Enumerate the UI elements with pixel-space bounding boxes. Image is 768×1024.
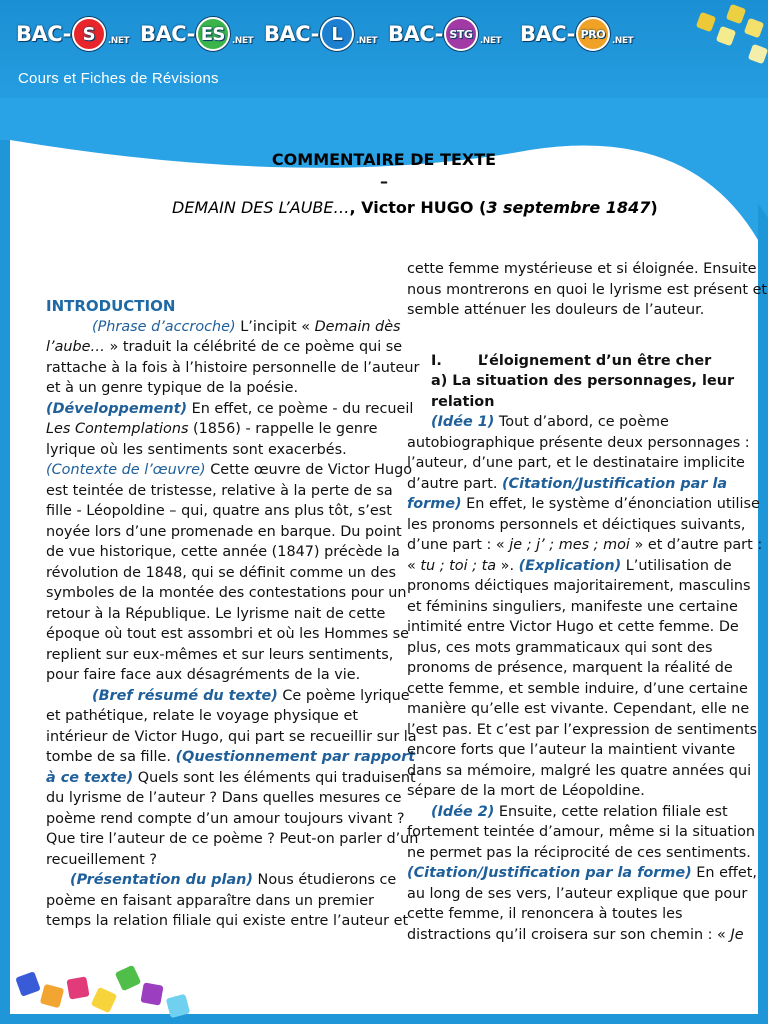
- square-icon: [744, 18, 765, 39]
- document-title: COMMENTAIRE DE TEXTE: [271, 150, 497, 169]
- logo-suffix: .NET: [231, 36, 254, 46]
- block-icon: [140, 982, 163, 1005]
- section-heading: [407, 351, 768, 372]
- title-dash: –: [380, 172, 388, 191]
- intro-heading: INTRODUCTION: [46, 297, 176, 315]
- block-icon: [166, 994, 190, 1018]
- decorative-squares: [658, 0, 768, 80]
- text: Nous étudierons ce poème en faisant apparaître dans un premier temps la relation filiale qui existe entre l’auteur et: [46, 872, 409, 929]
- text: » et d’autre part : «: [407, 537, 763, 574]
- label-resume: (Bref résumé du texte): [92, 687, 278, 704]
- decorative-blocks: [10, 960, 230, 1020]
- text: En effet, le système d’énonciation utilise les pronoms personnels et déictiques suivants, d’une part : «: [407, 496, 760, 553]
- label-contexte: (Contexte de l’œuvre): [46, 462, 206, 478]
- paragraph-idee2: [407, 802, 768, 946]
- block-icon: [66, 976, 89, 999]
- square-icon: [716, 26, 737, 47]
- logo-prefix: BAC-: [140, 22, 195, 46]
- text: Ensuite, cette relation filiale est fortement teintée d’amour, même si la situation ne permet pas la réciprocité de ces sentiments.: [407, 803, 755, 861]
- text: Tout d’abord, ce poème autobiographique présente deux personnages : l’auteur, d’une part, et le destinataire implicite d’autre part.: [407, 414, 750, 492]
- logo-suffix: .NET: [107, 36, 130, 46]
- text: L’utilisation de pronoms déictiques majoritairement, masculins et féminins singuliers, manifeste une certaine intimité entre Victor Hugo et cette femme. De plus, ces mots grammaticaux qui sont des pronoms de présence, marquent la réalité de cette femme, et semble induire, d’une certaine manière qu’elle est vivante. Cependant, elle ne l’est pas. Et c’est par l’expression de sentiments encore forts que l’auteur la maintient vivante dans sa mémoire, malgré les quatre années qui sépare de la mort de Léopoldine.: [407, 557, 758, 799]
- block-icon: [115, 965, 142, 992]
- logo-prefix: BAC-: [388, 22, 443, 46]
- site-tagline: Cours et Fiches de Révisions: [18, 70, 219, 87]
- text: » traduit la célébrité de ce poème qui se rattache à la fois à l’histoire personnelle de l’auteur et à un genre typique de la poésie.: [46, 339, 420, 396]
- document-subtitle: [172, 198, 658, 217]
- quote: tu ; toi ; ta: [420, 557, 497, 574]
- quote: Je: [730, 926, 744, 943]
- text: Cette œuvre de Victor Hugo est teintée de tristesse, relative à la perte de sa fille - Léopoldine – qui, quatre ans plus tôt, s’est noyée lors d’une promenade en barque. Du point de vue historique, cette année (1847) précède la révolution de 1848, qui se définit comme un des symboles de la montée des contestations pour un retour à la République. Le lyrisme nait de cette époque où tout est assombri et où les Hommes se replient sur eux-mêmes et sur leurs sentiments, pour faire face aux désagréments de la vie.: [46, 462, 413, 683]
- subtitle-close: ): [650, 198, 658, 217]
- label-explication: (Explication): [518, 557, 622, 574]
- block-icon: [91, 987, 118, 1014]
- subsection-heading: a) La situation des personnages, leur relation: [431, 373, 735, 410]
- left-column: [46, 296, 420, 932]
- logo-suffix: .NET: [355, 36, 378, 46]
- text: (1856) - rappelle le genre lyrique où les sentiments sont exacerbés.: [46, 421, 378, 458]
- square-icon: [726, 4, 747, 25]
- square-icon: [748, 44, 768, 65]
- label-accroche: (Phrase d’accroche): [92, 318, 236, 335]
- text: Ce poème lyrique et pathétique, relate le voyage physique et intérieur de Victor Hugo, qui part se recueillir sur la tombe de sa fille.: [46, 687, 417, 765]
- block-icon: [40, 984, 64, 1008]
- section-number: I.: [431, 352, 442, 369]
- label-plan: (Présentation du plan): [70, 872, 253, 888]
- poem-title: DEMAIN DES L’AUBE…: [172, 198, 350, 217]
- logo-bac-stg[interactable]: [388, 16, 501, 52]
- text: En effet, ce poème - du recueil: [187, 400, 414, 417]
- quote: je ; j’ ; mes ; moi: [509, 537, 630, 553]
- logo-prefix: BAC-: [520, 22, 575, 46]
- poem-author: , Victor HUGO (: [349, 198, 487, 217]
- quote: Demain dès l’aube…: [46, 318, 401, 355]
- paragraph-continuation: cette femme mystérieuse et si éloignée. Ensuite nous montrerons en quoi le lyrisme est présent et semble atténuer les douleurs de l’auteur.: [407, 261, 768, 318]
- paragraph-plan: [46, 870, 420, 932]
- paragraph-contexte: [46, 460, 420, 686]
- label-idee2: (Idée 2): [431, 803, 495, 820]
- section-title: L’éloignement d’un être cher: [477, 352, 712, 369]
- text: En effet, au long de ses vers, l’auteur explique que pour cette femme, il renoncera à toutes les distractions qu’il croisera sur son chemin : «: [407, 865, 757, 943]
- logo-bac-pro[interactable]: [520, 16, 633, 52]
- paragraph-developpement: [46, 399, 420, 461]
- logo-bac-l[interactable]: [264, 16, 377, 52]
- logo-ball: S: [72, 17, 106, 51]
- text: L’incipit «: [235, 318, 315, 335]
- logo-suffix: .NET: [479, 36, 502, 46]
- paragraph-idee1: [407, 412, 768, 802]
- paragraph-accroche: [46, 317, 420, 399]
- work-title: Les Contemplations: [46, 421, 189, 437]
- logo-bac-es[interactable]: [140, 16, 253, 52]
- right-column: [407, 259, 768, 945]
- label-idee1: (Idée 1): [431, 414, 495, 430]
- block-icon: [15, 971, 41, 997]
- square-icon: [696, 12, 717, 33]
- logo-ball: STG: [444, 17, 478, 51]
- text: ».: [496, 557, 519, 574]
- logo-bac-s[interactable]: [16, 16, 129, 52]
- logo-ball: PRO: [576, 17, 610, 51]
- logo-prefix: BAC-: [16, 22, 71, 46]
- poem-date: 3 septembre 1847: [486, 198, 651, 217]
- label-questionnement: (Questionnement par rapport à ce texte): [46, 749, 416, 786]
- logo-ball: ES: [196, 17, 230, 51]
- text: Quels sont les éléments qui traduisent du lyrisme de l’auteur ? Dans quelles mesures ce poème rend compte d’un amour toujours vivant ? Que tire l’auteur de ce poème ? Peut-on parler d’un recueillement ?: [46, 769, 419, 868]
- label-citation: (Citation/Justification par la forme): [407, 475, 728, 512]
- label-developpement: (Développement): [46, 400, 188, 417]
- logo-prefix: BAC-: [264, 22, 319, 46]
- paragraph-resume: [46, 686, 420, 871]
- logo-suffix: .NET: [611, 36, 634, 46]
- logo-ball: L: [320, 17, 354, 51]
- label-citation: (Citation/Justification par la forme): [407, 865, 692, 881]
